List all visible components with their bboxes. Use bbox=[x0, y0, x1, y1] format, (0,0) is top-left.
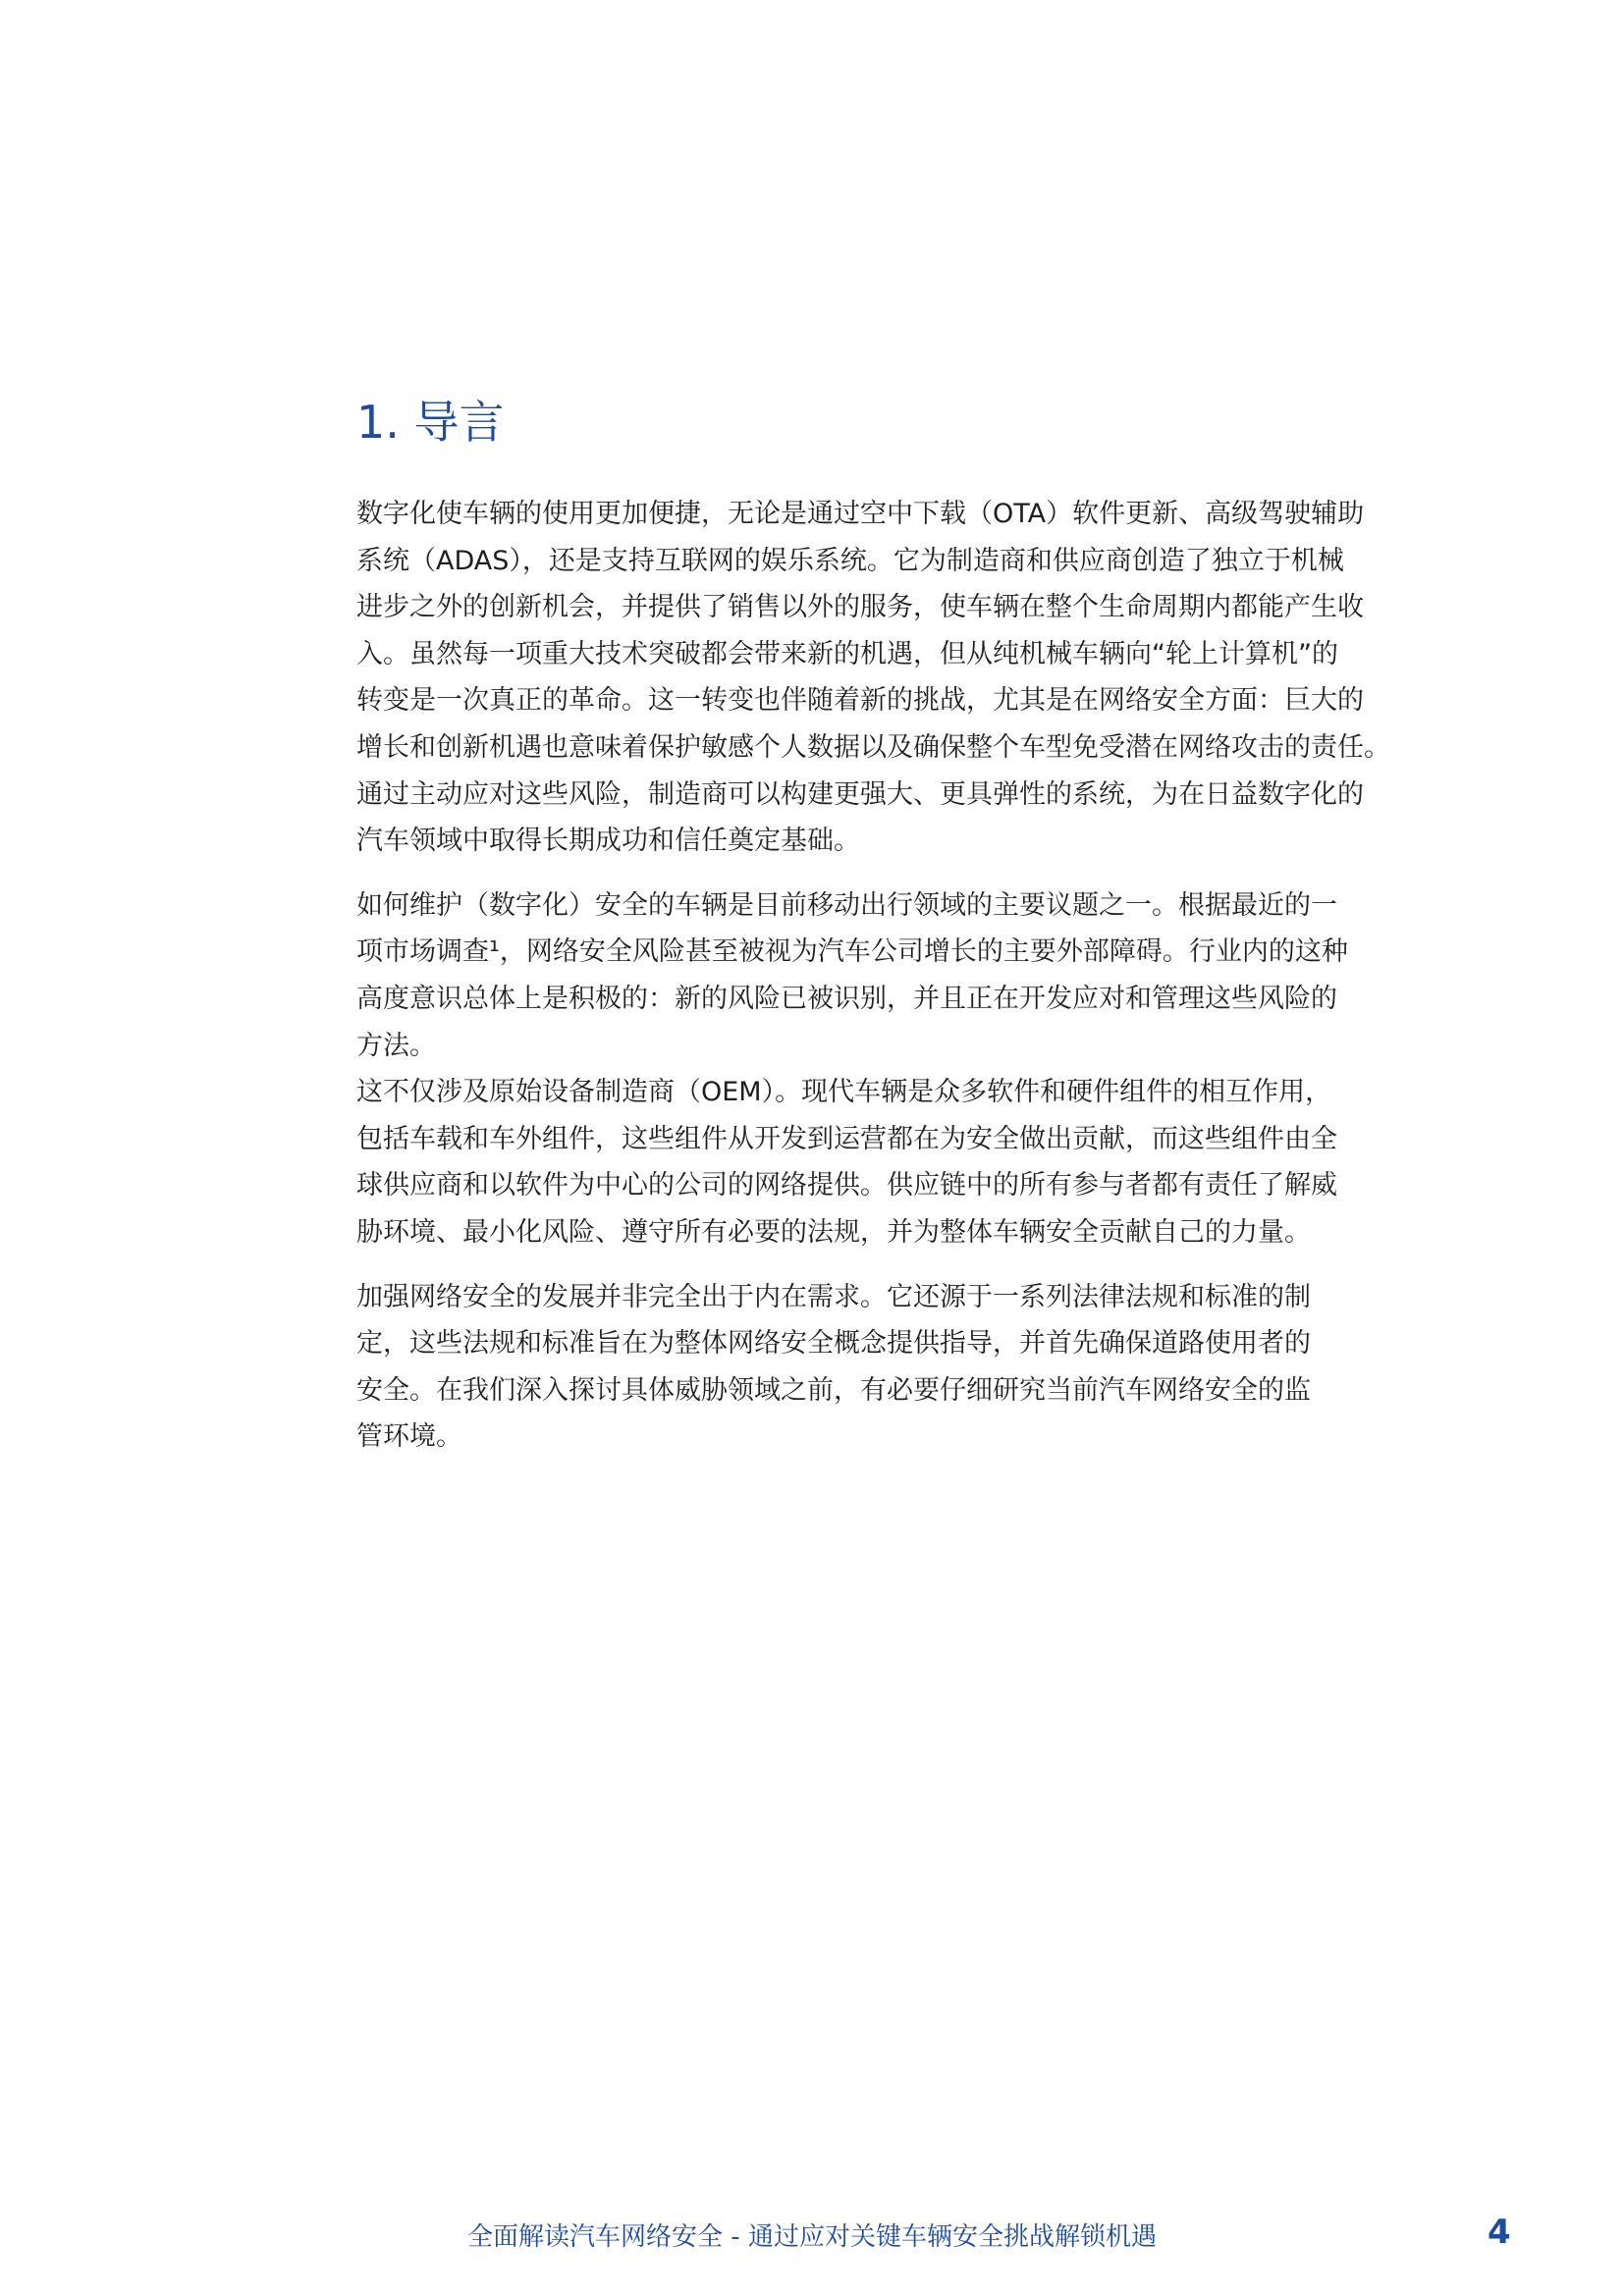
paragraph-1 bbox=[356, 491, 1390, 865]
text-line: 增长和创新机遇也意味着保护敏感个人数据以及确保整个车型免受潜在网络攻击的责任。 bbox=[356, 731, 1390, 763]
paragraph-2 bbox=[356, 882, 1348, 1069]
text-line: 项市场调查¹，网络安全风险甚至被视为汽车公司增长的主要外部障碍。行业内的这种 bbox=[356, 936, 1348, 968]
section-heading: 1. 导言 bbox=[356, 396, 505, 449]
text-line: 通过主动应对这些风险，制造商可以构建更强大、更具弹性的系统，为在日益数字化的 bbox=[356, 778, 1364, 810]
text-line: 系统（ADAS），还是支持互联网的娱乐系统。它为制造商和供应商创造了独立于机械 bbox=[356, 545, 1344, 576]
text-line: 安全。在我们深入探讨具体威胁领域之前，有必要仔细研究当前汽车网络安全的监 bbox=[356, 1374, 1311, 1406]
text-line: 定，这些法规和标准旨在为整体网络安全概念提供指导，并首先确保道路使用者的 bbox=[356, 1328, 1311, 1360]
text-line: 转变是一次真正的革命。这一转变也伴随着新的挑战，尤其是在网络安全方面：巨大的 bbox=[356, 685, 1364, 717]
text-line: 球供应商和以软件为中心的公司的网络提供。供应链中的所有参与者都有责任了解威 bbox=[356, 1170, 1337, 1201]
text-line: 高度意识总体上是积极的：新的风险已被识别，并且正在开发应对和管理这些风险的 bbox=[356, 983, 1337, 1014]
paragraph-3 bbox=[356, 1069, 1337, 1255]
footer-document-title: 全面解读汽车网络安全 - 通过应对关键车辆安全挑战解锁机遇 bbox=[467, 2222, 1157, 2252]
text-line: 汽车领域中取得长期成功和信任奠定基础。 bbox=[356, 826, 860, 857]
text-line: 数字化使车辆的使用更加便捷，无论是通过空中下载（OTA）软件更新、高级驾驶辅助 bbox=[356, 499, 1365, 529]
text-line: 管环境。 bbox=[356, 1421, 462, 1453]
text-line: 进步之外的创新机会，并提供了销售以外的服务，使车辆在整个生命周期内都能产生收 bbox=[356, 592, 1364, 623]
text-line: 这不仅涉及原始设备制造商（OEM）。现代车辆是众多软件和硬件组件的相互作用， bbox=[356, 1077, 1332, 1108]
text-line: 方法。 bbox=[356, 1030, 436, 1061]
text-line: 如何维护（数字化）安全的车辆是目前移动出行领域的主要议题之一。根据最近的一 bbox=[356, 889, 1337, 921]
text-line: 入。虽然每一项重大技术突破都会带来新的机遇，但从纯机械车辆向“轮上计算机”的 bbox=[356, 638, 1338, 669]
footer-page-number: 4 bbox=[1488, 2213, 1511, 2252]
text-line: 加强网络安全的发展并非完全出于内在需求。它还源于一系列法律法规和标准的制 bbox=[356, 1281, 1311, 1312]
text-line: 包括车载和车外组件，这些组件从开发到运营都在为安全做出贡献，而这些组件由全 bbox=[356, 1123, 1337, 1154]
text-line: 胁环境、最小化风险、遵守所有必要的法规，并为整体车辆安全贡献自己的力量。 bbox=[356, 1216, 1311, 1248]
body-text bbox=[356, 491, 1390, 1461]
paragraph-4 bbox=[356, 1274, 1311, 1461]
